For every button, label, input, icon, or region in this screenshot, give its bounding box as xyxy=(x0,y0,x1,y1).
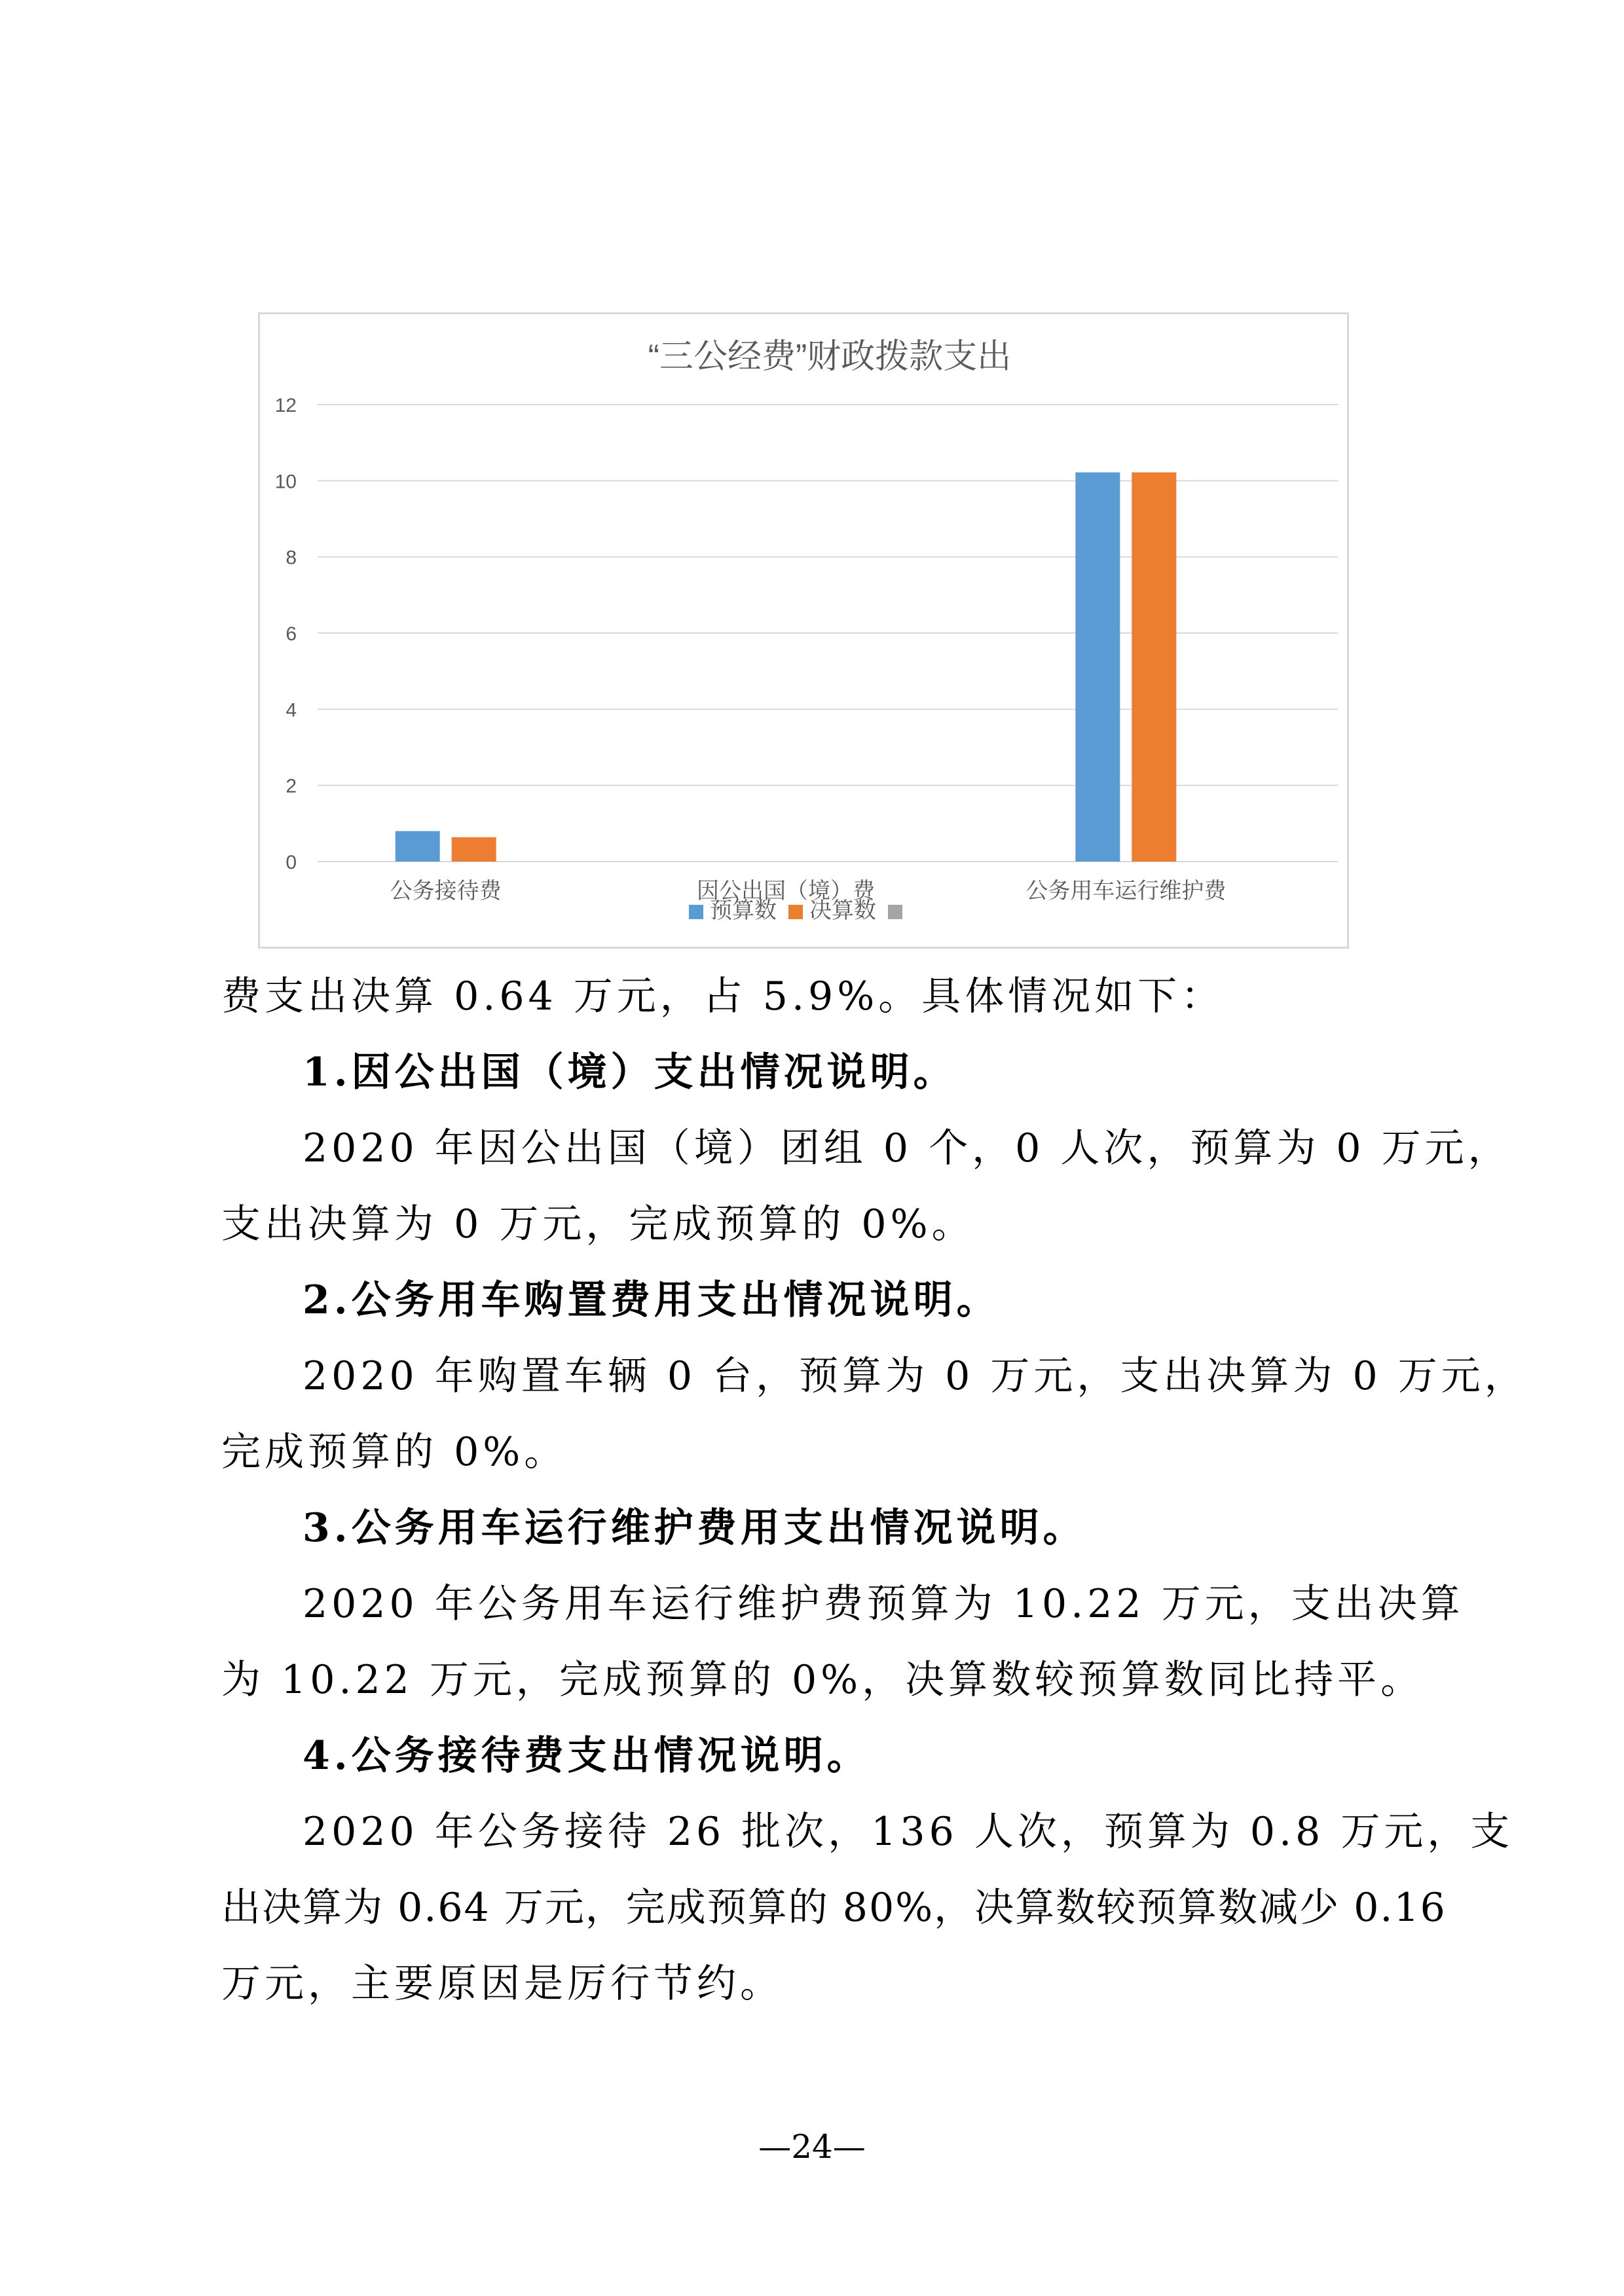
x-category-label: 公务用车运行维护费 xyxy=(1025,879,1227,903)
y-tick-label: 10 xyxy=(274,471,297,493)
section-heading-1: 1.因公出国（境）支出情况说明。 xyxy=(303,1049,957,1095)
bar-final xyxy=(452,837,496,862)
paragraph-line: 2020 年购置车辆 0 台，预算为 0 万元，支出决算为 0 万元， xyxy=(303,1353,1528,1399)
paragraph-line: 万元，主要原因是厉行节约。 xyxy=(221,1961,783,2007)
paragraph-line: 为 10.22 万元，完成预算的 0%，决算数较预算数同比持平。 xyxy=(221,1657,1424,1703)
y-tick-label: 0 xyxy=(286,852,297,873)
bar-final xyxy=(1132,473,1176,862)
legend-label: 预算数 xyxy=(710,898,777,923)
bar-budget xyxy=(1075,473,1120,862)
chart-title: “三公经费”财政拨款支出 xyxy=(648,338,1012,376)
legend-swatch xyxy=(689,905,703,919)
y-tick-label: 4 xyxy=(286,699,297,721)
paragraph-line: 完成预算的 0%。 xyxy=(221,1429,568,1475)
x-category-label: 公务接待费 xyxy=(390,879,502,903)
y-tick-label: 12 xyxy=(274,395,297,416)
section-heading-2: 2.公务用车购置费用支出情况说明。 xyxy=(303,1277,1000,1323)
page-number: —24— xyxy=(758,2128,866,2166)
paragraph-line: 出决算为 0.64 万元，完成预算的 80%，决算数较预算数减少 0.16 xyxy=(221,1885,1447,1931)
section-heading-4: 4.公务接待费支出情况说明。 xyxy=(303,1733,870,1779)
x-category-label: 因公出国（境）费 xyxy=(697,879,875,903)
paragraph-line: 2020 年公务接待 26 批次，136 人次，预算为 0.8 万元，支 xyxy=(303,1809,1514,1855)
legend-swatch xyxy=(888,905,902,919)
paragraph-line: 2020 年公务用车运行维护费预算为 10.22 万元，支出决算 xyxy=(303,1581,1464,1627)
y-tick-label: 2 xyxy=(286,775,297,797)
expenditure-chart xyxy=(258,312,1349,949)
legend-label: 决算数 xyxy=(809,898,876,923)
legend-swatch xyxy=(788,905,803,919)
y-tick-label: 6 xyxy=(286,623,297,645)
paragraph-line: 2020 年因公出国（境）团组 0 个，0 人次，预算为 0 万元， xyxy=(303,1125,1511,1171)
y-tick-label: 8 xyxy=(286,547,297,569)
paragraph-line: 支出决算为 0 万元，完成预算的 0%。 xyxy=(221,1201,975,1247)
paragraph-line: 费支出决算 0.64 万元，占 5.9%。具体情况如下： xyxy=(221,974,1225,1019)
bar-budget xyxy=(396,831,440,862)
chart-canvas xyxy=(260,314,1347,947)
section-heading-3: 3.公务用车运行维护费用支出情况说明。 xyxy=(303,1505,1086,1551)
